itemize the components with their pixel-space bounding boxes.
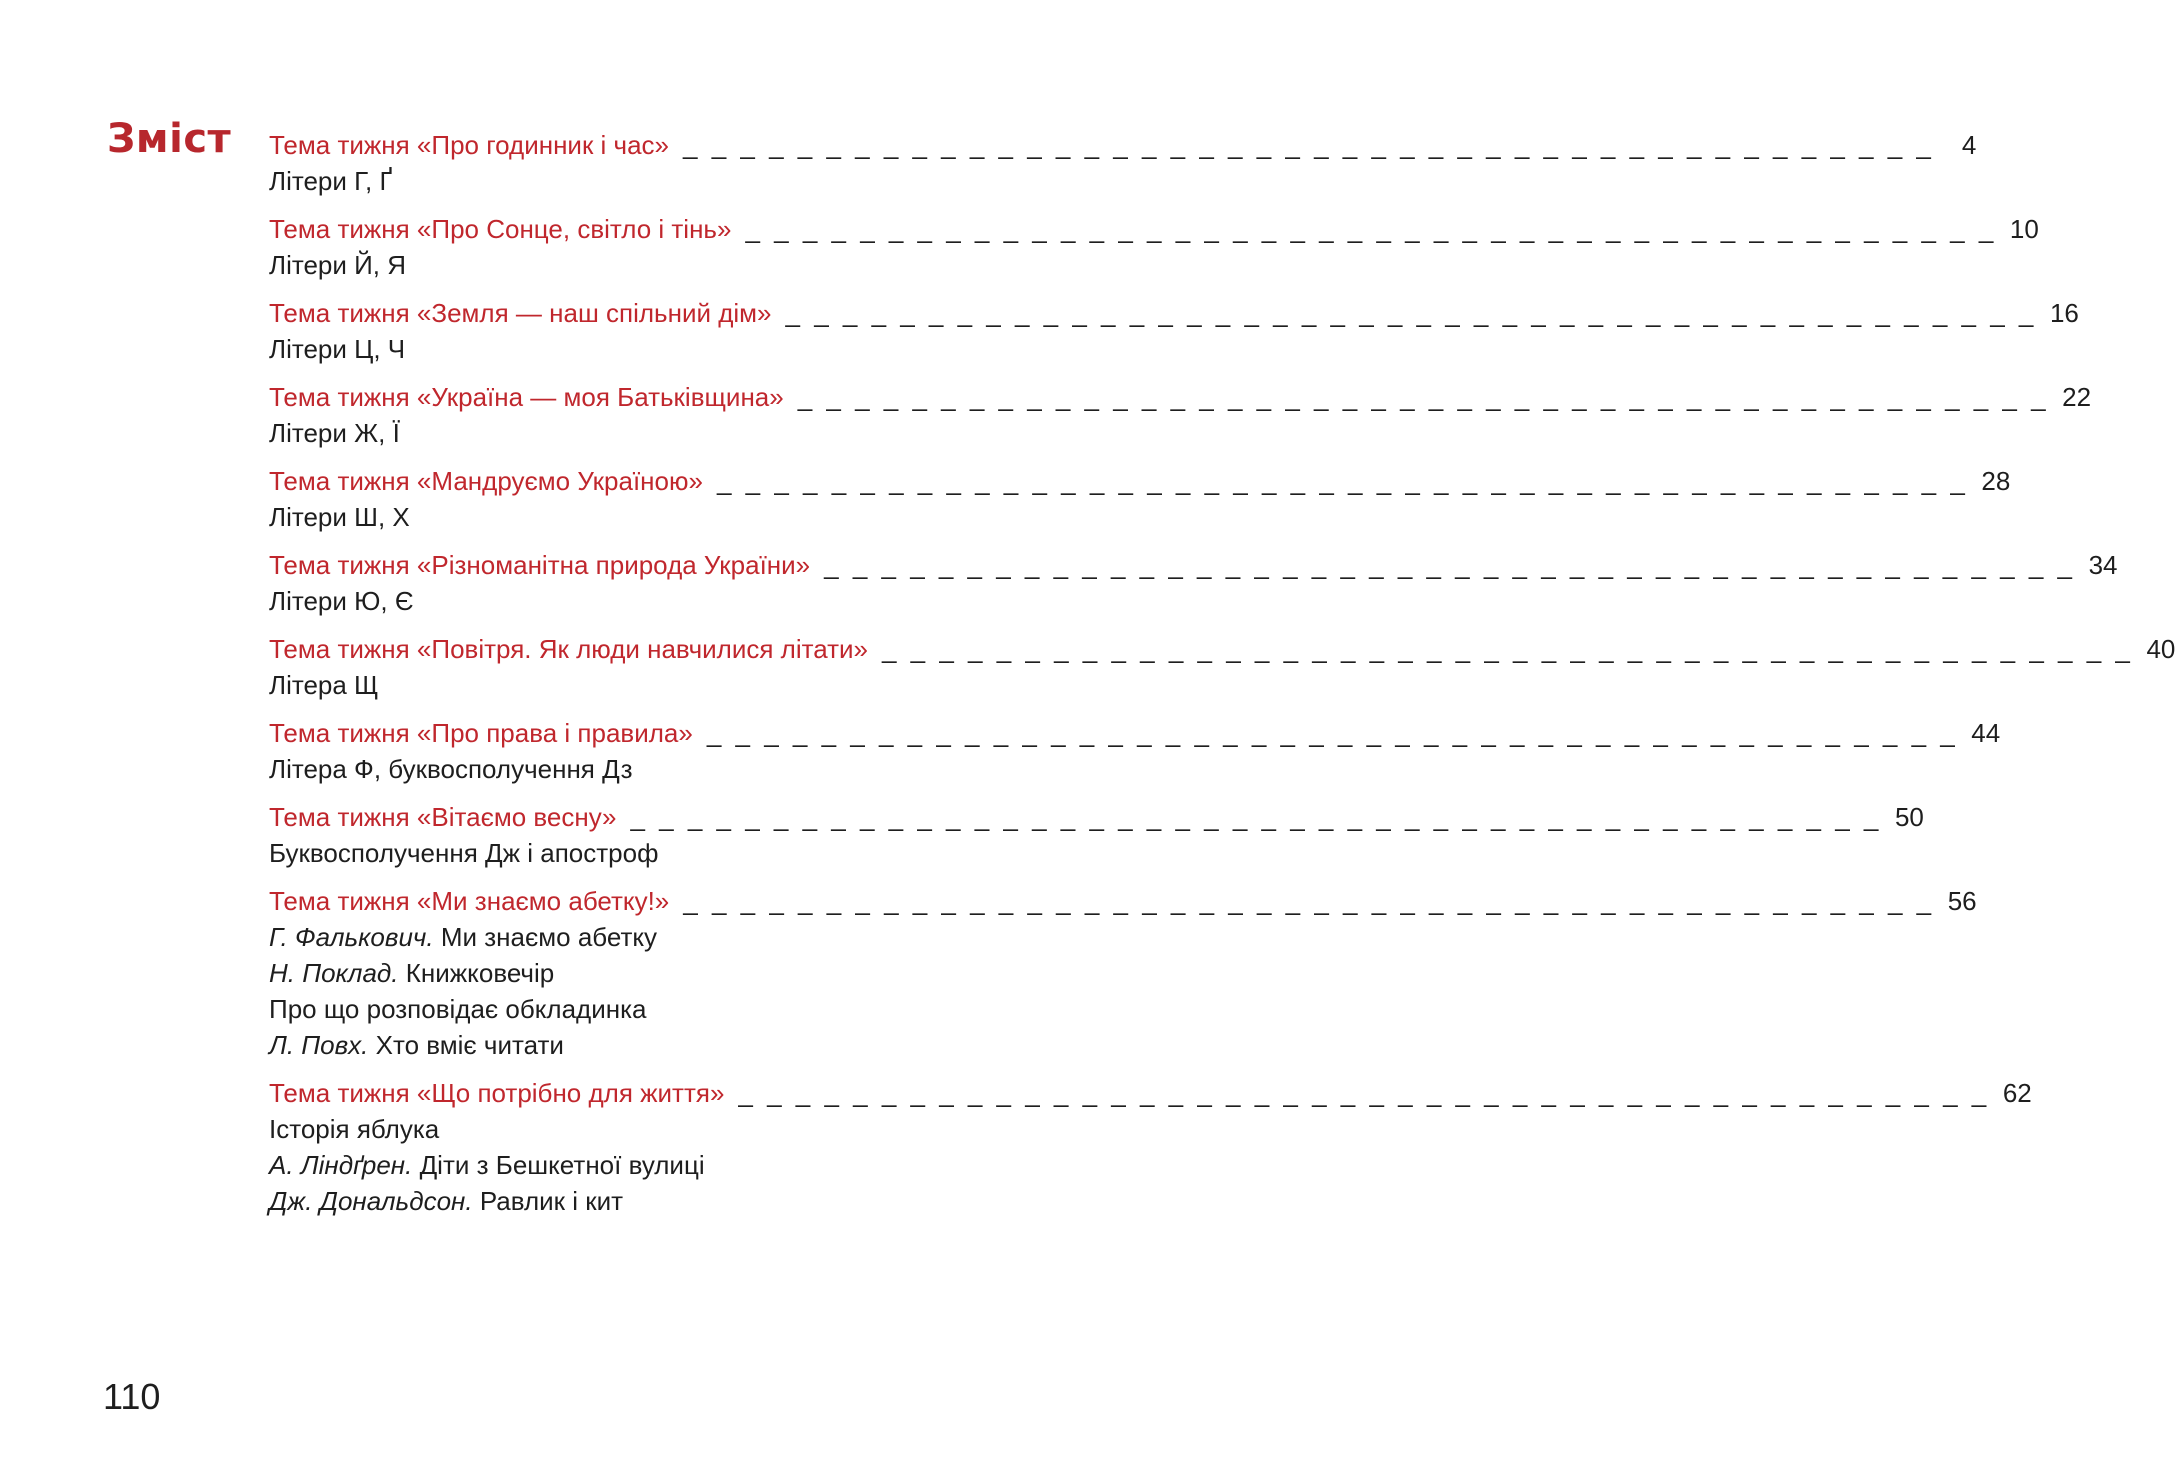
toc-topic-title[interactable]: Тема тижня «Україна — моя Батьківщина» [269,382,784,412]
toc-subitem-text: Літери Ж, Ї [269,418,400,448]
toc-subitem-text: Літера Ф, буквосполучення Дз [269,754,633,784]
toc-topic-row[interactable] [269,1075,2032,1111]
toc-topic-title[interactable]: Тема тижня «Про права і правила» [269,718,693,748]
toc-topic-row[interactable] [269,715,2001,751]
toc-entry [269,715,2001,787]
toc-subitem-author: Л. Повх. [269,1030,369,1060]
toc-subitem-text: Літери Г, Ґ [269,166,393,196]
toc-topic-row[interactable] [269,547,2118,583]
toc-dash-leader: _ _ _ _ _ _ _ _ _ _ _ _ _ _ _ _ _ _ _ _ _ _ _ _ _ _ _ _ _ _ _ _ _ _ _ _ _ _ _ _ _ _ _ _ [797,382,2050,412]
toc-entry [269,379,2092,451]
toc-page-number[interactable]: 22 [2062,382,2092,412]
toc-dash-leader: _ _ _ _ _ _ _ _ _ _ _ _ _ _ _ _ _ _ _ _ _ _ _ _ _ _ _ _ _ _ _ _ _ _ _ _ _ _ _ _ _ _ _ _ [683,886,1935,916]
toc-subitem-author: Дж. Дональдсон. [269,1186,473,1216]
toc-dash-leader: _ _ _ _ _ _ _ _ _ _ _ _ _ _ _ _ _ _ _ _ _ _ _ _ _ _ _ _ _ _ _ _ _ _ _ _ _ _ _ _ _ _ _ _ [630,802,1882,832]
toc-entry [269,547,2118,619]
toc-subitem-author: Н. Поклад. [269,958,399,988]
toc-topic-row[interactable] [269,379,2092,415]
toc-topic-title[interactable]: Тема тижня «Мандруємо Україною» [269,466,703,496]
toc-subitem-text: Равлик і кит [479,1186,624,1216]
toc-subitem [269,415,1039,451]
toc-topic-row[interactable] [269,799,1924,835]
contents-heading: Зміст [107,116,232,162]
toc-subitem-text: Діти з Бешкетної вулиці [419,1150,705,1180]
toc-subitem-text: Літери Й, Я [269,250,407,280]
toc-subitem [269,991,1039,1027]
toc-subitem [269,331,1039,367]
toc-subitem-text: Літери Ш, Х [269,502,410,532]
toc-entry [269,799,1924,871]
toc-subitem-author: А. Ліндґрен. [269,1150,413,1180]
toc-topic-title[interactable]: Тема тижня «Вітаємо весну» [269,802,617,832]
toc-topic-title[interactable]: Тема тижня «Різноманітна природа України» [269,550,811,580]
toc-topic-row[interactable] [269,211,2039,247]
toc-topic-title[interactable]: Тема тижня «Про Сонце, світло і тінь» [269,214,732,244]
toc-subitem [269,1027,1039,1063]
toc-topic-row[interactable] [269,463,2011,499]
toc-page-number[interactable]: 40 [2146,634,2175,664]
toc-subitem [269,919,1039,955]
toc-dash-leader: _ _ _ _ _ _ _ _ _ _ _ _ _ _ _ _ _ _ _ _ _ _ _ _ _ _ _ _ _ _ _ _ _ _ _ _ _ _ _ _ _ _ _ _ [716,466,1969,496]
toc-topic-title[interactable]: Тема тижня «Земля — наш спільний дім» [269,298,772,328]
toc-subitem [269,163,1039,199]
toc-topic-row[interactable] [269,883,1977,919]
toc-topic-title[interactable]: Тема тижня «Повітря. Як люди навчилися літати» [269,634,868,664]
toc-subitem [269,583,1039,619]
toc-dash-leader: _ _ _ _ _ _ _ _ _ _ _ _ _ _ _ _ _ _ _ _ _ _ _ _ _ _ _ _ _ _ _ _ _ _ _ _ _ _ _ _ _ _ _ _ [738,1078,1990,1108]
toc-subitem [269,955,1039,991]
table-of-contents [269,127,2175,1231]
toc-subitem [269,247,1039,283]
toc-page-number[interactable]: 62 [2002,1078,2032,1108]
toc-entry [269,631,2175,703]
toc-subitem [269,1147,1039,1183]
toc-entry [269,127,1977,199]
toc-page-number[interactable]: 10 [2009,214,2039,244]
toc-subitem-text: Буквосполучення Дж і апостроф [269,838,659,868]
toc-subitem-text: Літери Ц, Ч [269,334,406,364]
toc-subitem [269,1111,1039,1147]
toc-page-number[interactable]: 16 [2049,298,2079,328]
toc-dash-leader: _ _ _ _ _ _ _ _ _ _ _ _ _ _ _ _ _ _ _ _ _ _ _ _ _ _ _ _ _ _ _ _ _ _ _ _ _ _ _ _ _ _ _ _ [745,214,1997,244]
toc-subitem [269,835,1039,871]
toc-entry [269,883,1977,1063]
toc-dash-leader: _ _ _ _ _ _ _ _ _ _ _ _ _ _ _ _ _ _ _ _ _ _ _ _ _ _ _ _ _ _ _ _ _ _ _ _ _ _ _ _ _ _ _ _ [882,634,2134,664]
toc-subitem-text: Історія яблука [269,1114,440,1144]
toc-entry [269,295,2079,367]
toc-dash-leader: _ _ _ _ _ _ _ _ _ _ _ _ _ _ _ _ _ _ _ _ _ _ _ _ _ _ _ _ _ _ _ _ _ _ _ _ _ _ _ _ _ _ _ _ [706,718,1959,748]
toc-subitem [269,499,1039,535]
toc-dash-leader: _ _ _ _ _ _ _ _ _ _ _ _ _ _ _ _ _ _ _ _ _ _ _ _ _ _ _ _ _ _ _ _ _ _ _ _ _ _ _ _ _ _ _ _ [824,550,2076,580]
toc-page-number[interactable]: 44 [1971,718,2001,748]
toc-page-number[interactable]: 56 [1947,886,1977,916]
page-number: 110 [103,1376,161,1417]
toc-subitem-text: Хто вміє читати [375,1030,564,1060]
toc-subitem [269,667,1039,703]
toc-page-number[interactable]: 34 [2088,550,2118,580]
toc-topic-row[interactable] [269,127,1977,163]
toc-entry [269,211,2039,283]
toc-subitem-author: Г. Фалькович. [269,922,434,952]
toc-topic-title[interactable]: Тема тижня «Про годинник і час» [269,130,670,160]
toc-entry [269,463,2011,535]
toc-subitem-text: Книжковечір [405,958,555,988]
toc-topic-row[interactable] [269,631,2175,667]
toc-dash-leader: _ _ _ _ _ _ _ _ _ _ _ _ _ _ _ _ _ _ _ _ _ _ _ _ _ _ _ _ _ _ _ _ _ _ _ _ _ _ _ _ _ _ _ _ [785,298,2037,328]
toc-entry [269,1075,2032,1219]
toc-topic-row[interactable] [269,295,2079,331]
toc-page-number[interactable]: 50 [1894,802,1924,832]
toc-subitem [269,1183,1039,1219]
toc-subitem [269,751,1039,787]
toc-subitem-text: Літери Ю, Є [269,586,414,616]
toc-page-number[interactable]: 4 [1961,130,1977,160]
toc-topic-title[interactable]: Тема тижня «Що потрібно для життя» [269,1078,725,1108]
toc-dash-leader: _ _ _ _ _ _ _ _ _ _ _ _ _ _ _ _ _ _ _ _ _ _ _ _ _ _ _ _ _ _ _ _ _ _ _ _ _ _ _ _ _ _ _ _ [683,130,1935,160]
toc-subitem-text: Літера Щ [269,670,379,700]
toc-subitem-text: Про що розповідає обкладинка [269,994,647,1024]
toc-topic-title[interactable]: Тема тижня «Ми знаємо абетку!» [269,886,670,916]
toc-page-number[interactable]: 28 [1981,466,2011,496]
toc-subitem-text: Ми знаємо абетку [440,922,658,952]
